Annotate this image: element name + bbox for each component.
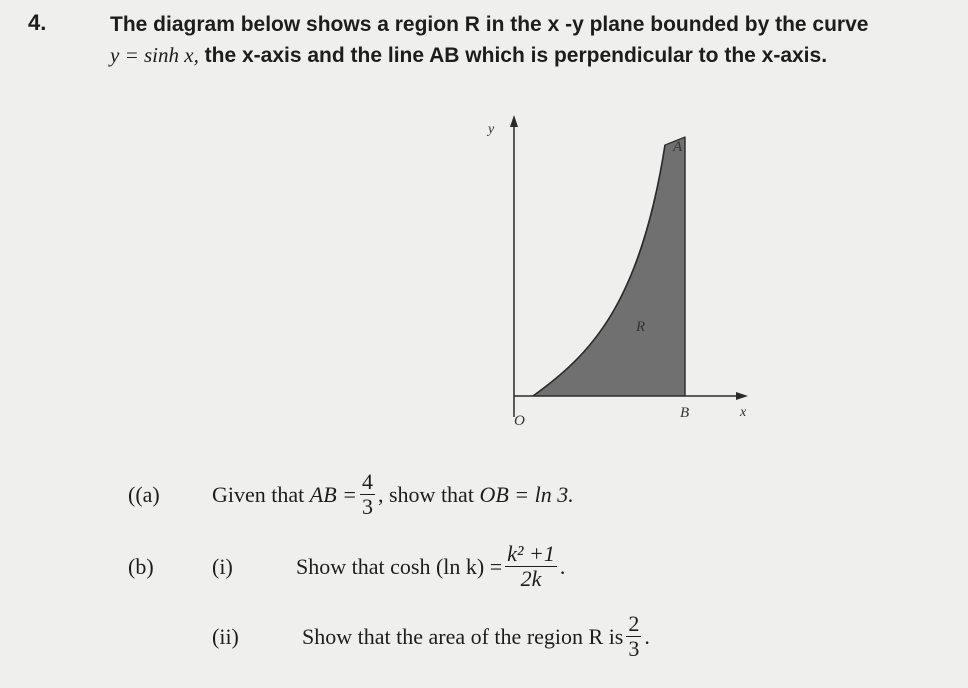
y-axis-label: y xyxy=(488,122,495,137)
intro-line-2-text: the x-axis and the line AB which is perpendicular to the x-axis. xyxy=(198,44,828,67)
part-a-text-before: Given that xyxy=(212,481,305,507)
part-b-ii-frac-num: 2 xyxy=(628,611,640,636)
part-b-ii xyxy=(212,612,650,661)
part-b-i-frac-num: k² +1 xyxy=(507,541,555,566)
part-b-ii-fraction xyxy=(626,612,641,661)
part-b-i-label: (i) xyxy=(212,553,233,579)
x-axis-label: x xyxy=(740,405,747,420)
y-axis-arrow xyxy=(510,115,518,127)
part-b-ii-frac-den: 3 xyxy=(628,636,640,661)
part-b-i-text: Show that cosh (ln k) = xyxy=(296,553,503,579)
region-diagram xyxy=(470,105,770,435)
point-a-label: A xyxy=(673,139,683,155)
intro-line-1: The diagram below shows a region R in the x -y plane bounded by the curve xyxy=(110,13,869,36)
part-b-i-end: . xyxy=(559,553,566,579)
question-number: 4. xyxy=(28,10,47,35)
x-axis-arrow xyxy=(736,392,748,400)
part-b-ii-end: . xyxy=(644,623,650,649)
question-intro xyxy=(110,10,950,71)
part-b-label: (b) xyxy=(128,553,154,579)
part-b-i-fraction xyxy=(505,542,557,591)
part-a xyxy=(128,470,574,519)
point-b-label: B xyxy=(680,405,690,421)
part-a-result: OB = ln 3. xyxy=(479,481,574,507)
part-a-fraction xyxy=(360,470,375,519)
part-b-i xyxy=(128,542,565,591)
region-label: R xyxy=(636,319,646,335)
part-b-ii-label: (ii) xyxy=(212,623,239,649)
part-b-i-frac-den: 2k xyxy=(520,566,542,591)
intro-equation: y = sinh x, xyxy=(110,43,199,67)
part-a-frac-den: 3 xyxy=(362,494,373,519)
part-a-frac-num: 4 xyxy=(362,469,373,494)
part-b-ii-text: Show that the area of the region R is xyxy=(302,623,624,649)
part-a-text-after: , show that xyxy=(378,481,474,507)
origin-label: O xyxy=(514,413,525,429)
part-a-label: ((a) xyxy=(128,481,160,507)
part-a-lhs: AB = xyxy=(309,481,357,507)
region-r-shading xyxy=(533,137,685,396)
intro-line-2 xyxy=(110,40,950,71)
